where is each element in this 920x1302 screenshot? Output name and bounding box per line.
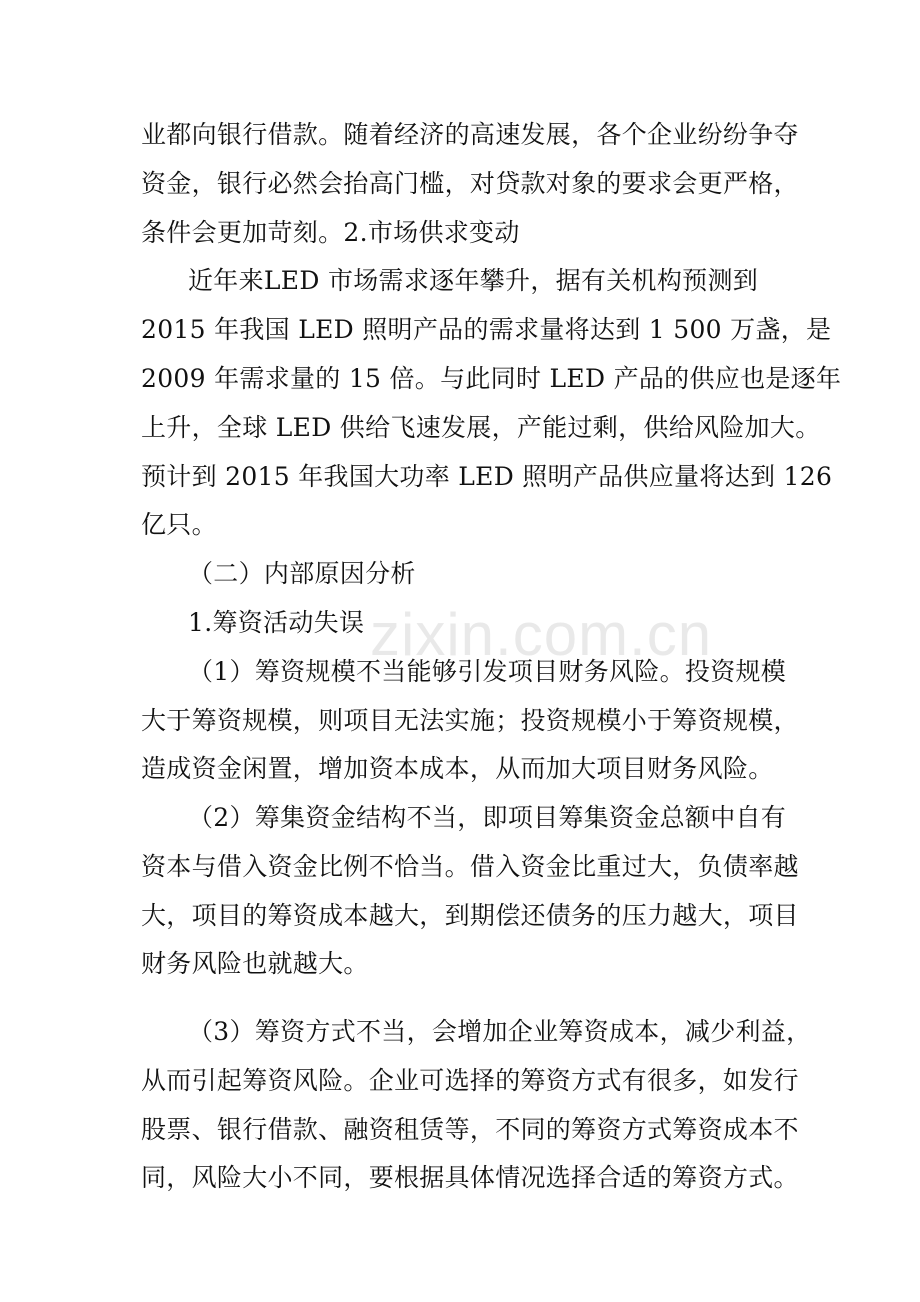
text-line: 预计到 2015 年我国大功率 LED 照明产品供应量将达到 126 (141, 462, 833, 491)
text-line: （3）筹资方式不当，会增加企业筹资成本，减少利益， (188, 1017, 812, 1046)
text-line: 造成资金闲置，增加资本成本，从而加大项目财务风险。 (141, 754, 774, 783)
subsection-heading: 1.筹资活动失误 (188, 608, 365, 637)
text-line: 2009 年需求量的 15 倍。与此同时 LED 产品的供应也是逐年 (141, 364, 842, 393)
text-line: 大，项目的筹资成本越大，到期偿还债务的压力越大，项目 (141, 901, 799, 930)
text-line: 资本与借入资金比例不恰当。借入资金比重过大，负债率越 (141, 852, 799, 881)
section-heading: （二）内部原因分析 (188, 559, 416, 588)
text-line: 业都向银行借款。随着经济的高速发展，各个企业纷纷争夺 (141, 120, 799, 149)
text-line: （2）筹集资金结构不当，即项目筹集资金总额中自有 (188, 803, 787, 832)
text-line: 2015 年我国 LED 照明产品的需求量将达到 1 500 万盏，是 (141, 315, 832, 344)
text-line: 从而引起筹资风险。企业可选择的筹资方式有很多，如发行 (141, 1066, 799, 1095)
text-line: 大于筹资规模，则项目无法实施；投资规模小于筹资规模， (141, 706, 799, 735)
text-line: 财务风险也就越大。 (141, 949, 369, 978)
text-line: 股票、银行借款、融资租赁等，不同的筹资方式筹资成本不 (141, 1115, 799, 1144)
text-line: 亿只。 (141, 510, 217, 539)
text-line: 条件会更加苛刻。2.市场供求变动 (141, 218, 520, 247)
text-line: 近年来LED 市场需求逐年攀升，据有关机构预测到 (188, 266, 759, 295)
text-line: 资金，银行必然会抬高门槛，对贷款对象的要求会更严格， (141, 169, 799, 198)
text-line: 上升，全球 LED 供给飞速发展，产能过剩，供给风险加大。 (141, 413, 821, 442)
text-line: 同，风险大小不同，要根据具体情况选择合适的筹资方式。 (141, 1163, 799, 1192)
text-line: （1）筹资规模不当能够引发项目财务风险。投资规模 (188, 657, 787, 686)
watermark: zixin.com.cn (370, 601, 713, 668)
